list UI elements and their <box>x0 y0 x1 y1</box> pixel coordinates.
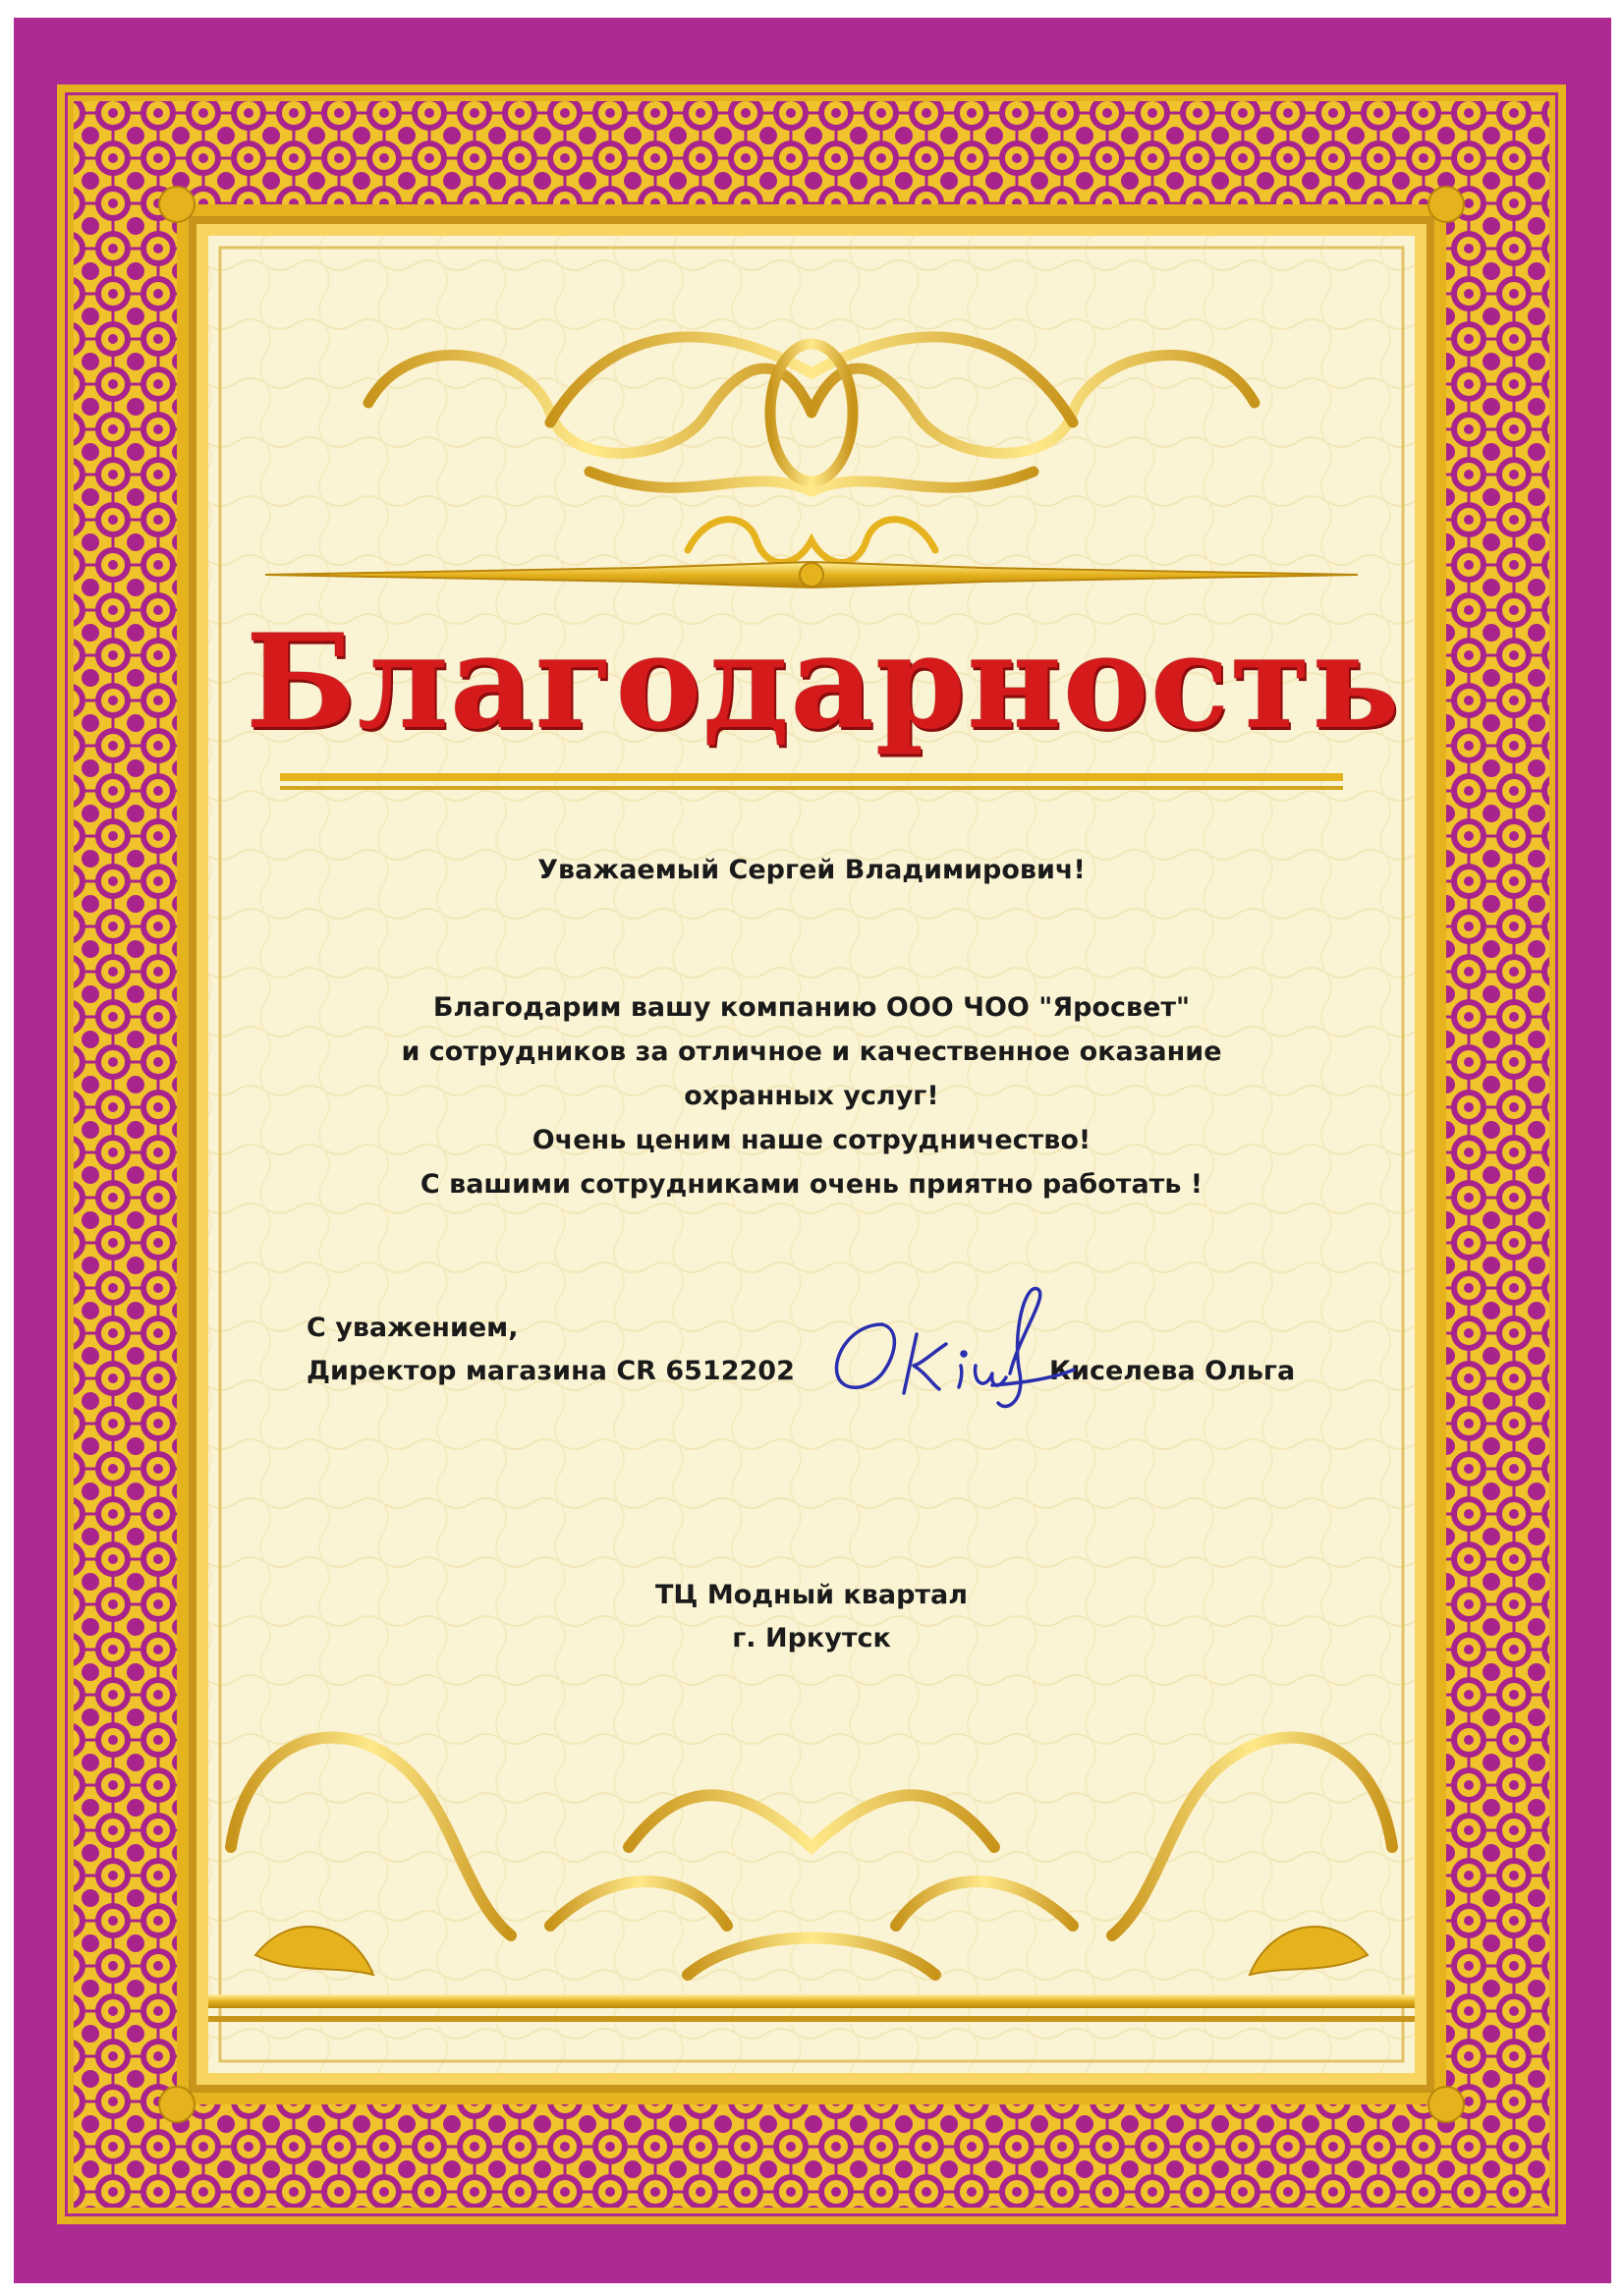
greeting: Уважаемый Сергей Владимирович! <box>537 855 1086 885</box>
location-line-1: ТЦ Модный квартал <box>654 1580 969 1610</box>
certificate-title: Благодарность <box>246 606 1401 758</box>
signature <box>823 1275 1079 1423</box>
signer-name: Киселева Ольга <box>1049 1356 1296 1386</box>
closing: С уважением, <box>307 1313 519 1343</box>
signer-position: Директор магазина CR 6512202 <box>307 1356 795 1386</box>
location-line-2: г. Иркутск <box>732 1623 891 1653</box>
body-line-5: С вашими сотрудниками очень приятно работать ! <box>420 1169 1203 1200</box>
body-line-1: Благодарим вашу компанию ООО ЧОО "Яросвет" <box>432 992 1191 1023</box>
body-line-3: охранных услуг! <box>684 1081 939 1111</box>
body-line-2: и сотрудников за отличное и качественное оказание <box>401 1036 1222 1067</box>
body-line-4: Очень ценим наше сотрудничество! <box>532 1125 1091 1155</box>
